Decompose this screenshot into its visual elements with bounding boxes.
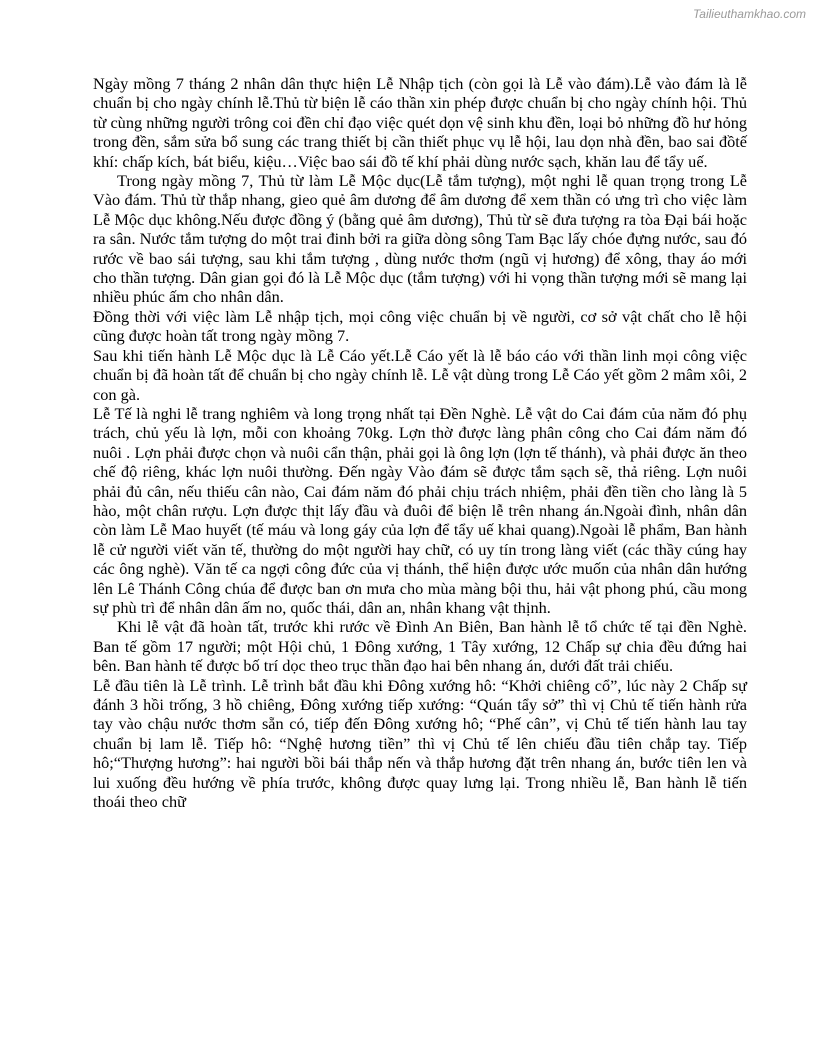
paragraph: Đồng thời với việc làm Lễ nhập tịch, mọi công việc chuẩn bị về người, cơ sở vật chất cho lễ hội cũng được hoàn tất trong ngày mồng 7. — [93, 306, 747, 346]
paragraph: Trong ngày mồng 7, Thủ từ làm Lễ Mộc dục(Lễ tắm tượng), một nghi lễ quan trọng trong Lễ Vào đám. Thủ từ thắp nhang, gieo quẻ âm dương để âm dương để xem thần có ưng trì cho việc làm Lễ Mộc dục không.Nếu được đồng ý (bằng quẻ âm dương), Thủ từ sẽ đưa tượng ra tòa Đại bái hoặc ra sân. Nước tắm tượng do một trai đinh bởi ra giữa dòng sông Tam Bạc lấy chóe đựng nước, sau đó rước về bao sái tượng, sau khi tắm tượng , dùng nước thơm (ngũ vị hương) để xông, thay áo mới cho thần tượng. Dân gian gọi đó là Lễ Mộc dục (tắm tượng) với hi vọng thần tượng mới sẽ mang lại nhiều phúc ấm cho nhân dân. — [93, 171, 747, 307]
paragraph: Lễ đầu tiên là Lễ trình. Lễ trình bắt đầu khi Đông xướng hô: “Khởi chiêng cổ”, lúc này 2 Chấp sự đánh 3 hồi trống, 3 hồ chiêng, Đông xướng tiếp xướng: “Quán tẩy sở” thì vị Chủ tế tiến hành rửa tay vào chậu nước thơm sẵn có, tiếp đến Đông xướng hô; “Phế cân”, vị Chủ tế tiến hành lau tay chuẩn bị lam lễ. Tiếp hô: “Nghệ hương tiền” thì vị Chủ tế lên chiếu đầu tiên chắp tay. Tiếp hô;“Thượng hương”: hai người bồi bái thắp nến và thắp hương đặt trên nhang án, bước tiên len và lui xuống đều hướng về phía trước, không được quay lưng lại. Trong nhiều lễ, Ban hành lễ tiến thoái theo chữ — [93, 675, 747, 812]
document-body — [93, 74, 747, 811]
paragraph: Khi lễ vật đã hoàn tất, trước khi rước về Đình An Biên, Ban hành lễ tổ chức tế tại đền Nghè. Ban tế gồm 17 người; một Hội chủ, 1 Đông xướng, 1 Tây xướng, 12 Chấp sự chia đều đứng hai bên. Ban hành tế được bố trí dọc theo trục thần đạo hai bên nhang án, dưới đất trải chiếu. — [93, 617, 747, 676]
paragraph: Ngày mồng 7 tháng 2 nhân dân thực hiện Lễ Nhập tịch (còn gọi là Lễ vào đám).Lễ vào đám là lễ chuẩn bị cho ngày chính lễ.Thủ từ biện lễ cáo thần xin phép được chuẩn bị cho ngày chính hội. Thủ từ cùng những người trông coi đền chỉ đạo việc quét dọn vệ sinh khu đền, loại bỏ những đồ hư hỏng trong đền, sắm sửa bổ sung các trang thiết bị cần thiết phục vụ lễ hội, lau dọn nhà đền, bao sai đồtế khí: chấp kích, bát biểu, kiệu…Việc bao sái đồ tế khí phải dùng nước sạch, khăn lau để tẩy uế. — [93, 74, 747, 171]
paragraph: Sau khi tiến hành Lễ Mộc dục là Lễ Cáo yết.Lễ Cáo yết là lễ báo cáo với thần linh mọi công việc chuẩn bị đã hoàn tất để chuẩn bị cho ngày chính lễ. Lễ vật dùng trong Lễ Cáo yết gồm 2 mâm xôi, 2 con gà. — [93, 345, 747, 404]
paragraph: Lễ Tế là nghi lễ trang nghiêm và long trọng nhất tại Đền Nghè. Lễ vật do Cai đám của năm đó phụ trách, chủ yếu là lợn, mỗi con khoảng 70kg. Lợn thờ được làng phân công cho Cai đám năm đó nuôi . Lợn phải được chọn và nuôi cẩn thận, phải gọi là ông lợn (lợn tế thánh), và phải được ăn theo chế độ riêng, khác lợn nuôi thường. Đến ngày Vào đám sẽ được tắm sạch sẽ, thả riêng. Lợn nuôi phải đủ cân, nếu thiếu cân nào, Cai đám năm đó phải chịu trách nhiệm, phải đền tiền cho làng là 5 hào, một chân rượu. Lợn được thịt lấy đầu và đuôi để biện lễ trên nhang án.Ngoài đình, nhân dân còn làm Lễ Mao huyết (tế máu và long gáy của lợn để tẩy uế khai quang).Ngoài lễ phẩm, Ban hành lễ cử người viết văn tế, thường do một người hay chữ, có uy tín trong làng viết (các thầy cúng hay các ông nghè). Văn tế ca ngợi công đức của vị thánh, thể hiện được ước muốn của nhân dân hướng lên Lê Thánh Công chúa để được ban ơn mưa cho mùa màng bội thu, hải vật phong phú, cầu mong sự phù trì để nhân dân ấm no, quốc thái, dân an, nhân khang vật thịnh. — [93, 403, 747, 617]
watermark: Tailieuthamkhao.com — [693, 7, 806, 21]
